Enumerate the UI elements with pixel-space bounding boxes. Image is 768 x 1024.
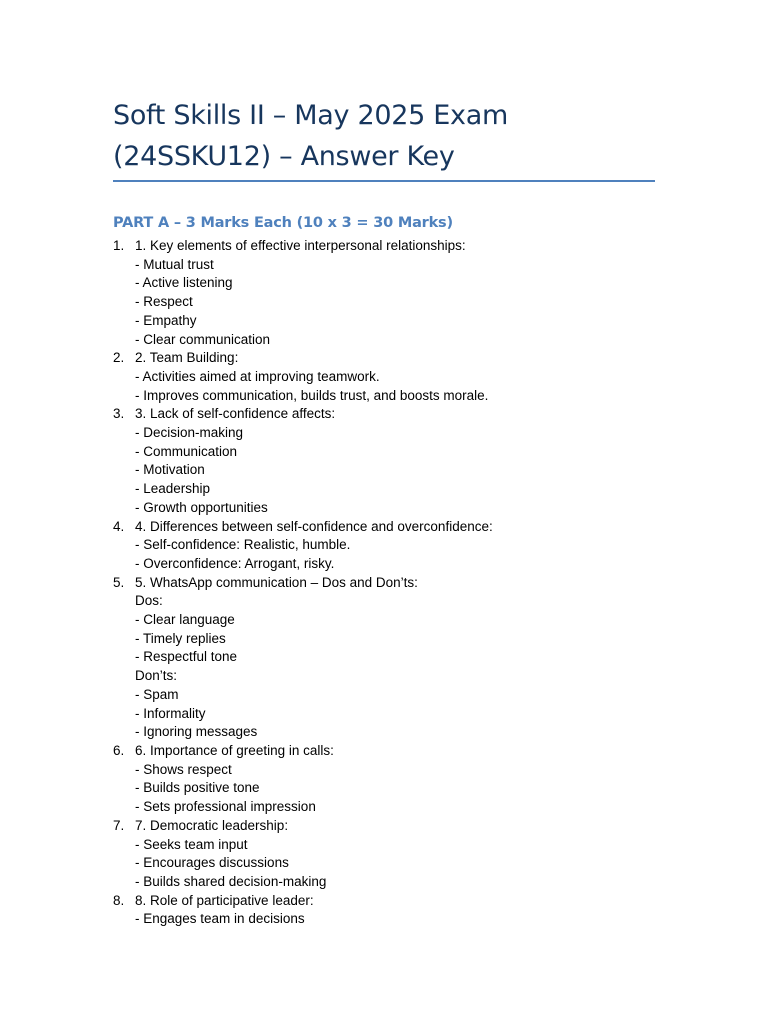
answer-question-text: 3. Lack of self-confidence affects: <box>135 406 336 422</box>
answer-item <box>113 518 673 574</box>
answer-point-text: - Seeks team input <box>135 836 248 852</box>
title-divider <box>113 180 655 182</box>
answer-point-text: - Motivation <box>135 462 205 478</box>
answer-number: 8. <box>113 892 125 908</box>
answer-number: 2. <box>113 350 125 366</box>
answer-number: 4. <box>113 518 125 534</box>
answer-point-text: - Spam <box>135 686 179 702</box>
answer-point-text: Don’ts: <box>135 668 178 684</box>
answer-number: 7. <box>113 817 125 833</box>
answer-list <box>113 237 673 929</box>
answer-point-text: - Sets professional impression <box>135 799 316 815</box>
answer-point-text: - Clear communication <box>135 331 271 347</box>
answer-point-text: - Ignoring messages <box>135 724 258 740</box>
answer-point-text: - Leadership <box>135 481 211 497</box>
answer-point-text: - Overconfidence: Arrogant, risky. <box>135 555 335 571</box>
title-line-2: (24SSKU12) – Answer Key <box>113 141 455 172</box>
answer-point-text: - Empathy <box>135 312 197 328</box>
answer-item <box>113 817 673 892</box>
answer-item <box>113 892 673 929</box>
answer-point-text: - Mutual trust <box>135 256 214 272</box>
answer-question-text: 7. Democratic leadership: <box>135 817 289 833</box>
answer-point-text: - Informality <box>135 705 206 721</box>
answer-point-text: Dos: <box>135 593 163 609</box>
answer-point-text: - Active listening <box>135 275 233 291</box>
answer-point-text: - Respectful tone <box>135 649 238 665</box>
answer-item <box>113 349 673 405</box>
answer-question-text: 8. Role of participative leader: <box>135 892 314 908</box>
answer-point-text: - Encourages discussions <box>135 855 289 871</box>
answer-question-text: 4. Differences between self-confidence and overconfidence: <box>135 518 493 534</box>
answer-number: 3. <box>113 406 125 422</box>
answer-item <box>113 237 673 349</box>
answer-point-text: - Engages team in decisions <box>135 911 305 927</box>
answer-question-text: 5. WhatsApp communication – Dos and Don’ts: <box>135 574 418 590</box>
answer-point-text: - Communication <box>135 443 238 459</box>
answer-point-text: - Activities aimed at improving teamwork. <box>135 368 380 384</box>
answer-point-text: - Builds shared decision-making <box>135 873 327 889</box>
answer-point-text: - Decision-making <box>135 425 244 441</box>
answer-point-text: - Clear language <box>135 612 235 628</box>
answer-number: 1. <box>113 238 125 253</box>
answer-point-text: - Growth opportunities <box>135 499 268 515</box>
answer-question-text: 2. Team Building: <box>135 350 239 366</box>
document-title <box>113 95 655 177</box>
answer-item <box>113 742 673 817</box>
answer-point-text: - Shows respect <box>135 761 232 777</box>
answer-question-text: 6. Importance of greeting in calls: <box>135 742 334 758</box>
answer-item <box>113 405 673 517</box>
answer-item <box>113 574 673 742</box>
section-heading-part-a: PART A – 3 Marks Each (10 x 3 = 30 Marks) <box>113 215 453 231</box>
answer-number: 6. <box>113 742 125 758</box>
answer-point-text: - Timely replies <box>135 630 226 646</box>
answer-number: 5. <box>113 574 125 590</box>
answer-question-text: 1. Key elements of effective interpersonal relationships: <box>135 238 466 253</box>
answer-point-text: - Respect <box>135 294 193 310</box>
answer-point-text: - Self-confidence: Realistic, humble. <box>135 537 351 553</box>
answer-point-text: - Improves communication, builds trust, and boosts morale. <box>135 387 489 403</box>
title-line-1: Soft Skills II – May 2025 Exam <box>113 100 508 131</box>
answer-point-text: - Builds positive tone <box>135 780 260 796</box>
